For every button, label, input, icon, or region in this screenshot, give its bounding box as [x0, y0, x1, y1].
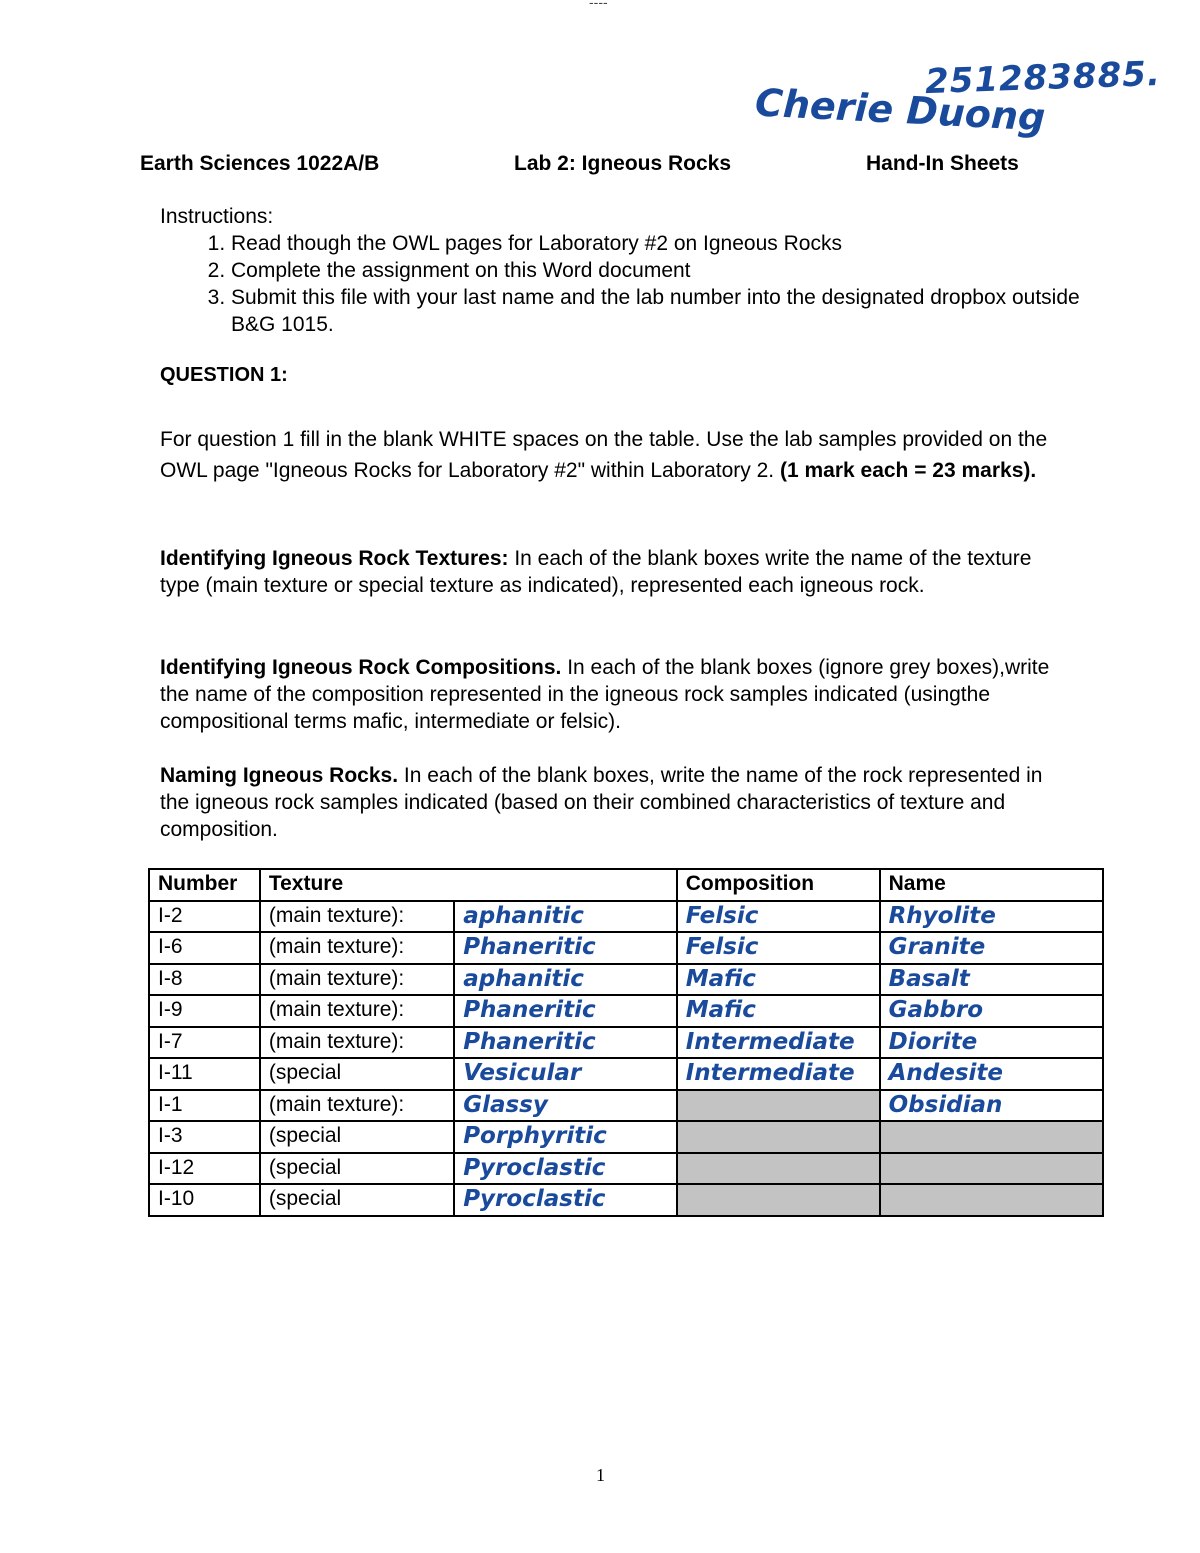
- sample-number: I-12: [149, 1153, 260, 1185]
- page-number: 1: [596, 1465, 605, 1485]
- table-row: [149, 1153, 1103, 1185]
- header-lab: Lab 2: Igneous Rocks: [514, 152, 732, 175]
- texture-answer[interactable]: aphanitic: [454, 964, 677, 996]
- table-row: [149, 932, 1103, 964]
- table-row: [149, 1027, 1103, 1059]
- texture-label: (special: [260, 1184, 454, 1216]
- table-row: [149, 901, 1103, 933]
- table-header-row: [149, 869, 1103, 901]
- instructions-title: Instructions:: [160, 205, 274, 228]
- header-number: Number: [149, 869, 260, 901]
- compositions-title: Identifying Igneous Rock Compositions.: [160, 656, 562, 679]
- sample-number: I-2: [149, 901, 260, 933]
- texture-answer[interactable]: Vesicular: [454, 1058, 677, 1090]
- texture-label: (main texture):: [260, 932, 454, 964]
- sample-number: I-6: [149, 932, 260, 964]
- sample-number: I-8: [149, 964, 260, 996]
- header-sheet: Hand-In Sheets: [866, 152, 1019, 175]
- table-row: [149, 1090, 1103, 1122]
- grey-cell: [880, 1184, 1103, 1216]
- sample-number: I-11: [149, 1058, 260, 1090]
- texture-label: (special: [260, 1058, 454, 1090]
- texture-answer[interactable]: Glassy: [454, 1090, 677, 1122]
- composition-answer[interactable]: Felsic: [677, 932, 880, 964]
- sample-number: I-9: [149, 995, 260, 1027]
- grey-cell: [677, 1090, 880, 1122]
- texture-answer[interactable]: Phaneritic: [454, 1027, 677, 1059]
- question-title: QUESTION 1:: [160, 364, 288, 386]
- table-row: [149, 1121, 1103, 1153]
- name-answer[interactable]: Rhyolite: [880, 901, 1103, 933]
- name-answer[interactable]: Obsidian: [880, 1090, 1103, 1122]
- texture-label: (special: [260, 1121, 454, 1153]
- instructions-list: [160, 230, 1111, 338]
- marks-note: (1 mark each = 23 marks).: [779, 459, 1037, 482]
- header-composition: Composition: [677, 869, 880, 901]
- composition-answer[interactable]: Mafic: [677, 964, 880, 996]
- sample-number: I-7: [149, 1027, 260, 1059]
- header-texture: Texture: [260, 869, 677, 901]
- grey-cell: [880, 1153, 1103, 1185]
- header-course: Earth Sciences 1022A/B: [140, 152, 380, 175]
- instruction-step: 1. Read though the OWL pages for Laboratory #2 on Igneous Rocks: [231, 230, 1111, 257]
- texture-answer[interactable]: Phaneritic: [454, 995, 677, 1027]
- texture-answer[interactable]: Porphyritic: [454, 1121, 677, 1153]
- texture-answer[interactable]: Pyroclastic: [454, 1153, 677, 1185]
- sample-number: I-10: [149, 1184, 260, 1216]
- texture-label: (main texture):: [260, 901, 454, 933]
- header-name: Name: [880, 869, 1103, 901]
- question-intro: For question 1 fill in the blank WHITE spaces on the table. Use the lab samples provided on the OWL page "Igneous Rocks for Laboratory #2" within Laboratory 2. (1 mark each = 23 marks).: [160, 428, 1048, 482]
- sample-number: I-3: [149, 1121, 260, 1153]
- top-mark: ----: [589, 0, 608, 10]
- texture-answer[interactable]: Pyroclastic: [454, 1184, 677, 1216]
- texture-label: (special: [260, 1153, 454, 1185]
- texture-answer[interactable]: aphanitic: [454, 901, 677, 933]
- table-row: [149, 1184, 1103, 1216]
- grey-cell: [677, 1121, 880, 1153]
- handwritten-student-name: Cherie Duong: [754, 80, 1047, 140]
- composition-answer[interactable]: Felsic: [677, 901, 880, 933]
- grey-cell: [677, 1153, 880, 1185]
- name-answer[interactable]: Gabbro: [880, 995, 1103, 1027]
- texture-answer[interactable]: Phaneritic: [454, 932, 677, 964]
- handwritten-student-id: 251283885.: [924, 53, 1162, 103]
- table-row: [149, 995, 1103, 1027]
- composition-answer[interactable]: Intermediate: [677, 1058, 880, 1090]
- texture-label: (main texture):: [260, 1027, 454, 1059]
- table-row: [149, 1058, 1103, 1090]
- name-answer[interactable]: Basalt: [880, 964, 1103, 996]
- naming-instructions: Naming Igneous Rocks. In each of the blank boxes, write the name of the rock represented in the igneous rock samples indicated (based on their combined characteristics of texture and composition.: [160, 764, 1043, 841]
- instruction-step: 3. Submit this file with your last name and the lab number into the designated dropbox outside B&G 1015.: [231, 284, 1111, 338]
- table-row: [149, 964, 1103, 996]
- name-answer[interactable]: Andesite: [880, 1058, 1103, 1090]
- textures-title: Identifying Igneous Rock Textures:: [160, 547, 509, 570]
- compositions-instructions: Identifying Igneous Rock Compositions. In each of the blank boxes (ignore grey boxes),write the name of the composition represented in the igneous rock samples indicated (usingthe compositional terms mafic, intermediate or felsic).: [160, 656, 1050, 733]
- texture-label: (main texture):: [260, 1090, 454, 1122]
- textures-instructions: Identifying Igneous Rock Textures: In each of the blank boxes write the name of the texture type (main texture or special texture as indicated), represented each igneous rock.: [160, 547, 1032, 597]
- sample-number: I-1: [149, 1090, 260, 1122]
- composition-answer[interactable]: Intermediate: [677, 1027, 880, 1059]
- texture-label: (main texture):: [260, 964, 454, 996]
- name-answer[interactable]: Diorite: [880, 1027, 1103, 1059]
- name-answer[interactable]: Granite: [880, 932, 1103, 964]
- texture-label: (main texture):: [260, 995, 454, 1027]
- grey-cell: [880, 1121, 1103, 1153]
- grey-cell: [677, 1184, 880, 1216]
- composition-answer[interactable]: Mafic: [677, 995, 880, 1027]
- naming-title: Naming Igneous Rocks.: [160, 764, 399, 787]
- igneous-rock-table: [148, 868, 1104, 1217]
- instruction-step: 2. Complete the assignment on this Word document: [231, 257, 1111, 284]
